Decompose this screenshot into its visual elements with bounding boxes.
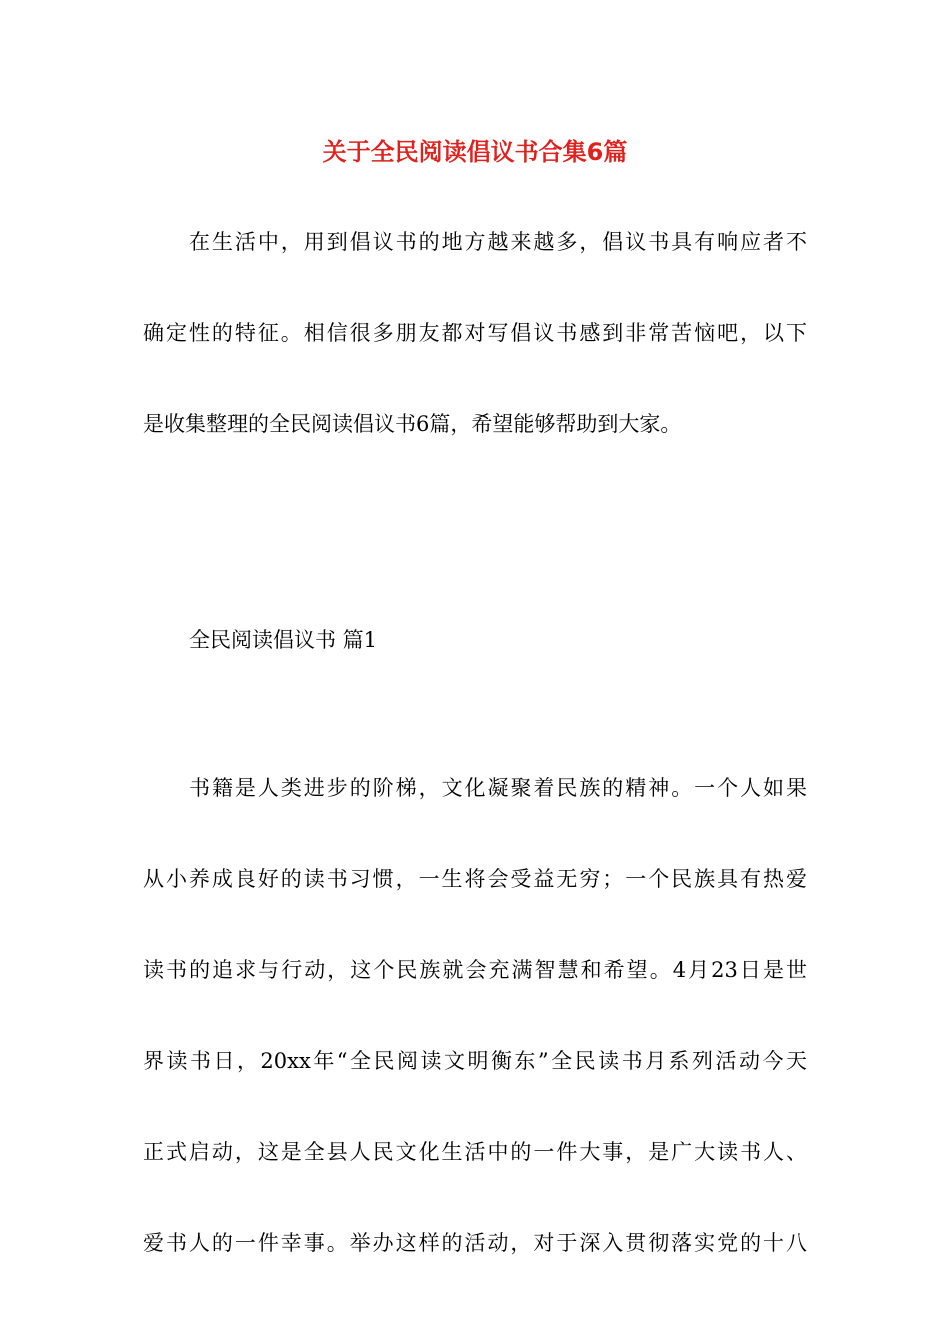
body-line-4: 界读书日，20xx年“全民阅读文明衡东”全民读书月系列活动今天 (143, 1049, 807, 1073)
intro-line-2: 确定性的特征。相信很多朋友都对写倡议书感到非常苦恼吧，以下 (143, 321, 807, 345)
body-paragraph (143, 770, 807, 1261)
body-line-6: 爱书人的一件幸事。举办这样的活动，对于深入贯彻落实党的十八 (143, 1231, 807, 1255)
body-line-5: 正式启动，这是全县人民文化生活中的一件大事，是广大读书人、 (143, 1140, 807, 1164)
document-title: 关于全民阅读倡议书合集6篇 (322, 138, 628, 166)
section-heading: 全民阅读倡议书 篇1 (189, 628, 378, 652)
intro-paragraph (143, 224, 807, 442)
body-line-3: 读书的追求与行动，这个民族就会充满智慧和希望。4月23日是世 (143, 958, 807, 982)
section-heading-block (143, 622, 807, 658)
body-line-2: 从小养成良好的读书习惯，一生将会受益无穷；一个民族具有热爱 (143, 867, 807, 891)
intro-line-3: 是收集整理的全民阅读倡议书6篇，希望能够帮助到大家。 (143, 412, 682, 436)
body-line-1: 书籍是人类进步的阶梯，文化凝聚着民族的精神。一个人如果 (189, 776, 807, 800)
intro-line-1: 在生活中，用到倡议书的地方越来越多，倡议书具有响应者不 (189, 230, 807, 254)
